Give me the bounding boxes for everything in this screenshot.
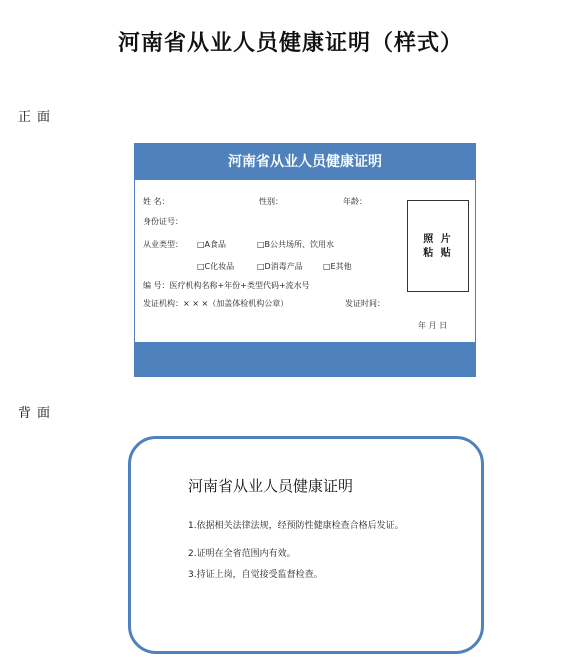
type-b-checkbox: □B公共场所、饮用水 <box>257 240 335 249</box>
type-c-checkbox: □C化妆品 <box>197 262 235 271</box>
type-d-checkbox: □D消毒产品 <box>257 262 303 271</box>
issue-time-label: 发证时间： <box>345 299 385 308</box>
back-item-1: 1.依据相关法律法规，经预防性健康检查合格后发证。 <box>188 521 404 531</box>
certificate-front <box>134 143 476 377</box>
name-label: 姓 名： <box>143 197 170 206</box>
issuing-authority-label: 发证机构：× × ×（加盖体检机构公章） <box>143 299 289 308</box>
id-number-label: 身份证号： <box>143 217 183 226</box>
age-label: 年龄： <box>343 197 367 206</box>
photo-box <box>407 200 469 292</box>
document-title: 河南省从业人员健康证明（样式） <box>117 30 463 56</box>
type-e-checkbox: □E其他 <box>323 262 352 271</box>
gender-label: 性别： <box>259 197 283 206</box>
serial-number-label: 编 号：医疗机构名称+年份+类型代码+流水号 <box>143 281 310 290</box>
occupation-type-label: 从业类型： <box>143 240 183 249</box>
certificate-back <box>128 436 484 654</box>
front-footer-band <box>135 342 475 376</box>
type-a-checkbox: □A食品 <box>197 240 227 249</box>
front-side-label: 正面 <box>18 110 57 125</box>
photo-label-line1: 照 片 <box>423 234 453 245</box>
back-title: 河南省从业人员健康证明 <box>188 477 354 495</box>
issue-date-line: 年 月 日 <box>418 321 448 330</box>
front-header: 河南省从业人员健康证明 <box>135 144 475 180</box>
back-item-2: 2.证明在全省范围内有效。 <box>188 549 296 559</box>
back-side-label: 背面 <box>18 406 57 421</box>
photo-label-line2: 粘 贴 <box>423 248 453 259</box>
back-item-3: 3.持证上岗，自觉接受监督检查。 <box>188 570 323 580</box>
